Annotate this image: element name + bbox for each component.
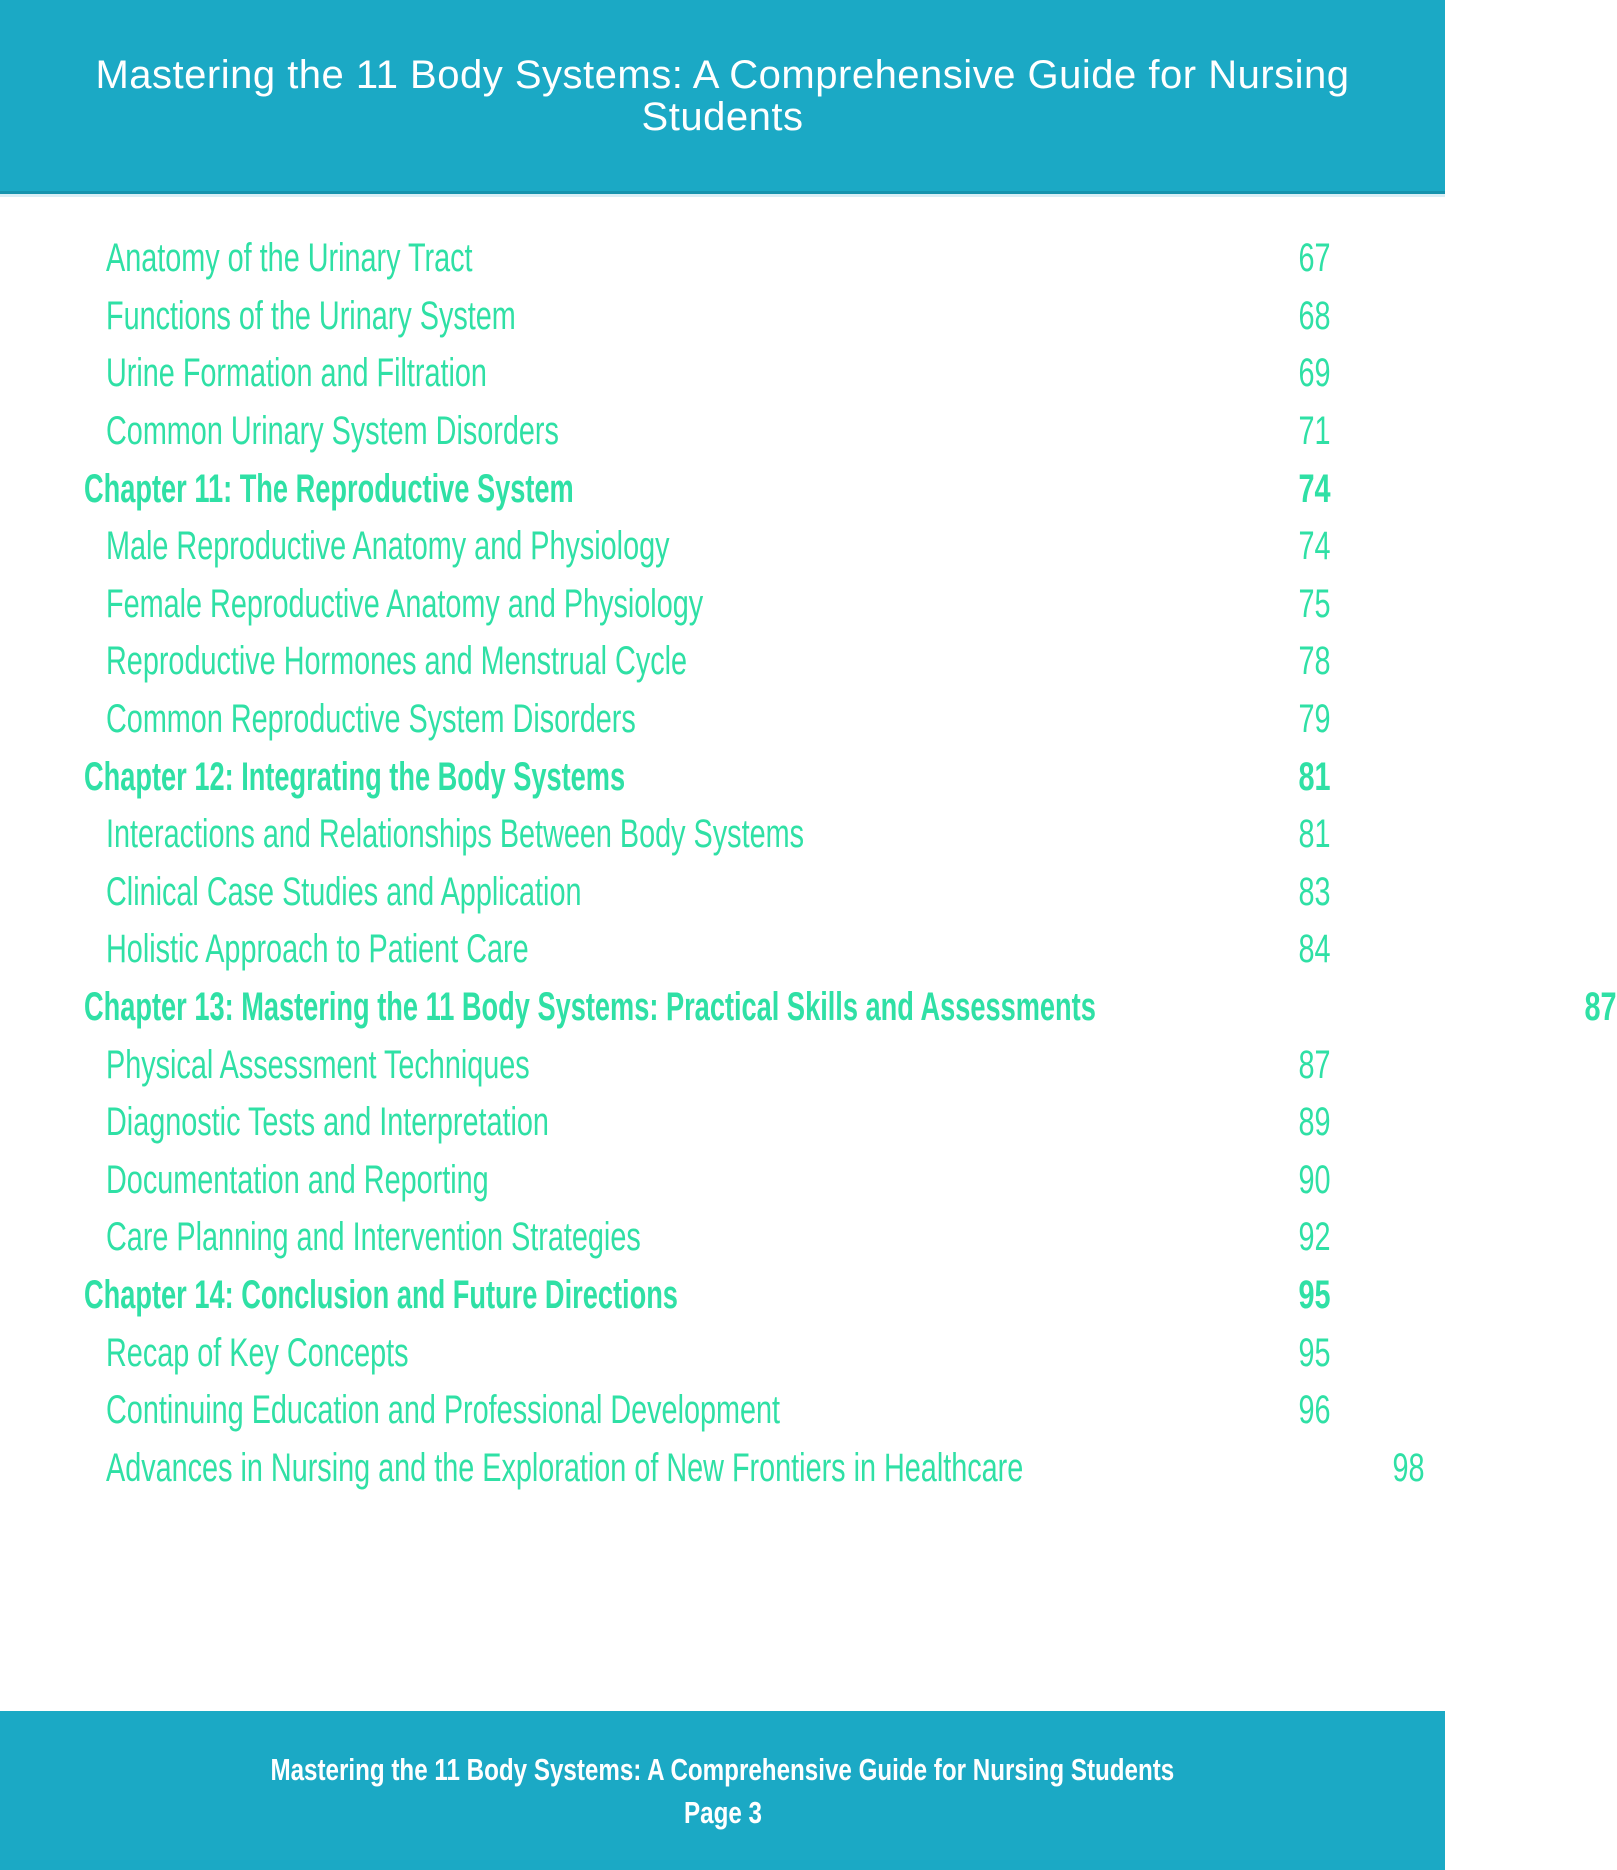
toc-section-row [84, 691, 1330, 749]
toc-entry-page-number: 74 [1297, 524, 1330, 569]
toc-section-row [84, 518, 1330, 576]
toc-section-row [84, 403, 1330, 461]
toc-section-row [84, 921, 1330, 979]
toc-section-row [84, 1152, 1330, 1210]
toc-section-row [84, 345, 1330, 403]
toc-section-row [84, 288, 1330, 346]
toc-section-row [84, 864, 1330, 922]
toc-entry-label: Diagnostic Tests and Interpretation [106, 1100, 549, 1145]
toc-entry-label: Chapter 13: Mastering the 11 Body Systems: Practical Skills and Assessments [84, 985, 1096, 1030]
toc-entry-page-number: 83 [1297, 869, 1330, 914]
toc-entry-page-number: 95 [1297, 1272, 1330, 1317]
toc-entry-label: Common Urinary System Disorders [106, 409, 559, 454]
toc-entry-label: Care Planning and Intervention Strategies [106, 1215, 641, 1260]
page-footer-band [0, 1711, 1445, 1870]
toc-section-row [84, 1094, 1330, 1152]
toc-entry-page-number: 81 [1297, 812, 1330, 857]
toc-entry-label: Chapter 12: Integrating the Body Systems [84, 754, 626, 799]
toc-section-row [84, 576, 1330, 634]
toc-section-row [84, 230, 1330, 288]
toc-entry-page-number: 90 [1297, 1157, 1330, 1202]
toc-entry-label: Documentation and Reporting [106, 1157, 489, 1202]
toc-entry-page-number: 71 [1297, 409, 1330, 454]
toc-entry-label: Physical Assessment Techniques [106, 1042, 530, 1087]
toc-chapter-row [84, 979, 1617, 1037]
toc-list [0, 194, 1617, 1497]
toc-entry-page-number: 96 [1297, 1388, 1330, 1433]
toc-entry-page-number: 79 [1297, 697, 1330, 742]
toc-entry-label: Holistic Approach to Patient Care [106, 927, 529, 972]
toc-entry-label: Chapter 11: The Reproductive System [84, 466, 574, 511]
toc-entry-page-number: 84 [1297, 927, 1330, 972]
toc-entry-page-number: 92 [1297, 1215, 1330, 1260]
page-header-band [0, 0, 1445, 194]
toc-entry-page-number: 68 [1297, 293, 1330, 338]
toc-section-row [84, 1382, 1330, 1440]
toc-entry-label: Female Reproductive Anatomy and Physiology [106, 581, 704, 626]
toc-entry-label: Advances in Nursing and the Exploration of New Frontiers in Healthcare [106, 1445, 1024, 1490]
toc-section-row [84, 806, 1330, 864]
toc-entry-page-number: 67 [1297, 236, 1330, 281]
footer-page-number: Page 3 [683, 1794, 762, 1830]
toc-entry-label: Interactions and Relationships Between Body Systems [106, 812, 804, 857]
toc-entry-label: Anatomy of the Urinary Tract [106, 236, 473, 281]
toc-chapter-row [84, 748, 1330, 806]
toc-entry-label: Chapter 14: Conclusion and Future Directions [84, 1272, 678, 1317]
toc-entry-page-number: 69 [1297, 351, 1330, 396]
toc-chapter-row [84, 460, 1330, 518]
toc-entry-page-number: 75 [1297, 581, 1330, 626]
toc-entry-label: Common Reproductive System Disorders [106, 697, 636, 742]
toc-entry-page-number: 87 [1297, 1042, 1330, 1087]
footer-document-title: Mastering the 11 Body Systems: A Comprehensive Guide for Nursing Students [270, 1751, 1175, 1787]
toc-entry-page-number: 78 [1297, 639, 1330, 684]
toc-section-row [84, 633, 1330, 691]
toc-entry-label: Recap of Key Concepts [106, 1330, 409, 1375]
toc-entry-label: Urine Formation and Filtration [106, 351, 487, 396]
toc-entry-label: Functions of the Urinary System [106, 293, 516, 338]
toc-entry-page-number: 98 [1392, 1445, 1425, 1490]
toc-entry-page-number: 87 [1584, 985, 1617, 1030]
toc-entry-page-number: 81 [1297, 754, 1330, 799]
toc-section-row [84, 1439, 1425, 1497]
toc-entry-page-number: 74 [1297, 466, 1330, 511]
toc-entry-page-number: 95 [1297, 1330, 1330, 1375]
document-title: Mastering the 11 Body Systems: A Comprehensive Guide for Nursing Students [95, 52, 1350, 139]
toc-entry-label: Male Reproductive Anatomy and Physiology [106, 524, 670, 569]
toc-entry-page-number: 89 [1297, 1100, 1330, 1145]
toc-section-row [84, 1324, 1330, 1382]
toc-entry-label: Reproductive Hormones and Menstrual Cycle [106, 639, 688, 684]
toc-chapter-row [84, 1267, 1330, 1325]
toc-entry-label: Clinical Case Studies and Application [106, 869, 582, 914]
toc-section-row [84, 1209, 1330, 1267]
toc-entry-label: Continuing Education and Professional Development [106, 1388, 781, 1433]
toc-section-row [84, 1036, 1330, 1094]
